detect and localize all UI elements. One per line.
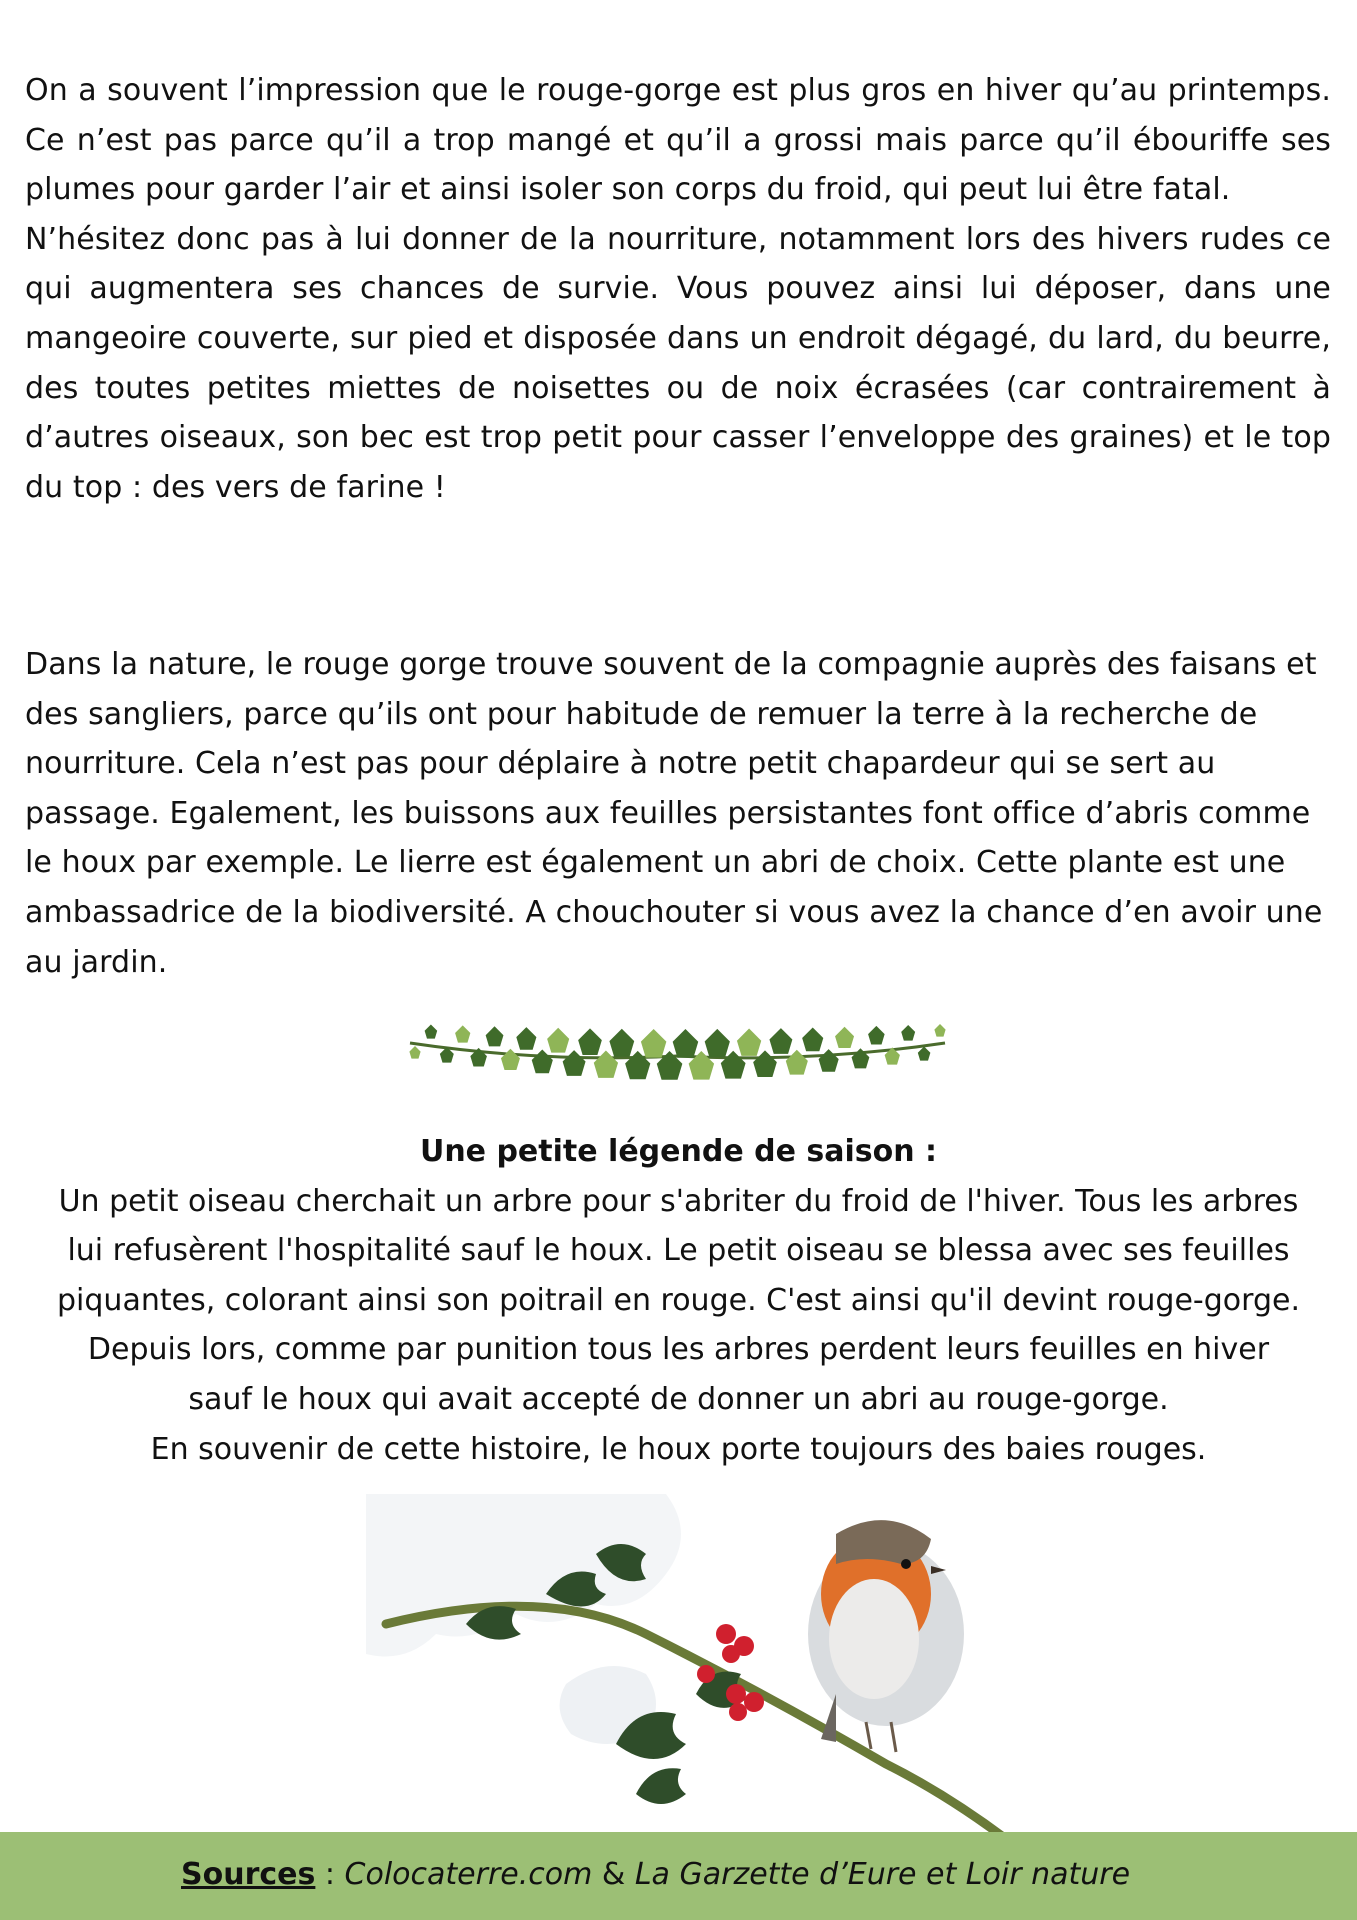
ivy-leaf — [578, 1028, 602, 1055]
paragraph-text: N’hésitez donc pas à lui donner de la nourriture, notamment lors des hivers rudes ce qui augmentera ses chances de survie. Vous pouvez ainsi lui déposer, dans une mangeoire couverte, sur pied et disposée dans un endroit dégagé, du lard, du beurre, des toutes petites miettes de noisettes ou de noix écrasées (car contrairement à d’autres oiseaux, son bec est trop petit pour casser l’enveloppe des graines) et le top du top : des vers de farine ! — [25, 221, 1331, 505]
ivy-leaf — [934, 1024, 945, 1037]
legend-line: piquantes, colorant ainsi son poitrail en rouge. C'est ainsi qu'il devint rouge-gorge. — [57, 1282, 1300, 1318]
ivy-leaf — [737, 1029, 761, 1056]
sources-label: Sources — [181, 1857, 316, 1892]
ivy-leaf — [769, 1028, 792, 1054]
ivy-leaf — [819, 1049, 839, 1072]
sources-amp: & — [592, 1857, 635, 1892]
ivy-leaf — [563, 1050, 586, 1076]
ivy-leaf — [835, 1027, 854, 1048]
ivy-leaf — [486, 1026, 504, 1046]
ivy-leaf — [547, 1028, 569, 1053]
ivy-leaf — [786, 1050, 808, 1075]
legend-line: lui refusèrent l'hospitalité sauf le houx. Le petit oiseau se blessa avec ses feuilles — [67, 1233, 1290, 1269]
legend-line: sauf le houx qui avait accepté de donner un abri au rouge-gorge. — [188, 1381, 1169, 1417]
ivy-leaf — [705, 1029, 730, 1057]
ivy-leaf — [918, 1046, 931, 1060]
ivy-leaf — [901, 1025, 915, 1041]
nature-paragraph — [25, 640, 1331, 987]
ivy-garland-divider — [405, 1008, 950, 1108]
ivy-leaf — [516, 1027, 536, 1050]
legend-line: Depuis lors, comme par punition tous les arbres perdent leurs feuilles en hiver — [87, 1332, 1270, 1368]
ivy-leaf — [501, 1049, 520, 1070]
legend-title: Une petite légende de saison : — [419, 1134, 938, 1169]
paragraph-text: Dans la nature, le rouge gorge trouve souvent de la compagnie auprès des faisans et des sangliers, parce qu’ils ont pour habitude de remuer la terre à la recherche de nourriture. Cela n’est pas pour déplaire à notre petit chapardeur qui se sert au passage. Egalement, les buissons aux feuilles persistantes font office d’abris comme le houx par exemple. Le lierre est également un abri de choix. Cette plante est une ambassadrice de la biodiversité. A chouchouter si vous avez la chance d’en avoir une au jardin. — [25, 647, 1323, 980]
robin-bird — [808, 1520, 964, 1752]
legend-section — [0, 1127, 1357, 1474]
ivy-leaf — [802, 1027, 823, 1051]
ivy-leaf — [609, 1029, 634, 1057]
ivy-leaf — [641, 1029, 666, 1058]
legend-line: Un petit oiseau cherchait un arbre pour s'abriter du froid de l'hiver. Tous les arbres — [58, 1183, 1299, 1219]
ivy-leaf — [455, 1025, 470, 1042]
ivy-leaf — [868, 1026, 885, 1045]
ivy-leaf — [532, 1049, 553, 1073]
ivy-leaf — [409, 1046, 420, 1059]
ivy-leaf — [425, 1024, 438, 1038]
legend-line: En souvenir de cette histoire, le houx porte toujours des baies rouges. — [150, 1431, 1207, 1467]
source-1: Colocaterre.com — [344, 1857, 593, 1892]
robin-on-holly-illustration — [366, 1494, 1016, 1839]
sources-separator: : — [315, 1857, 345, 1892]
source-2: La Garzette d’Eure et Loir nature — [634, 1857, 1131, 1892]
paragraph-text: On a souvent l’impression que le rouge-gorge est plus gros en hiver qu’au printemps. Ce n’est pas parce qu’il a trop mangé et qu’il a grossi mais parce qu’il ébouriffe ses plumes pour garder l’air et ainsi isoler son corps du froid, qui peut lui être fatal. — [25, 73, 1331, 208]
sources-line — [181, 1855, 1130, 1895]
intro-paragraph — [25, 66, 1331, 512]
ivy-leaf — [673, 1029, 699, 1058]
